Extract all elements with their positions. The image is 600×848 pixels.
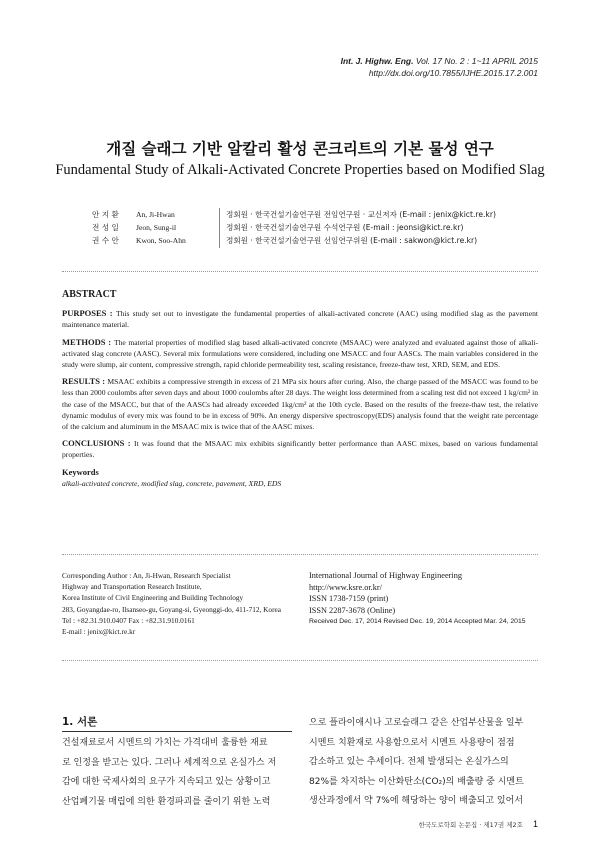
author-row [92,221,496,234]
author-name-ko: 안 지 환 [92,210,119,219]
journal-info-block [309,570,549,628]
corresponding-line: Tel : +82.31.910.0407 Fax : +82.31.910.0161 [62,615,195,625]
journal-volume: Vol. 17 No. 2 : 1~11 APRIL 2015 [413,56,538,66]
journal-name: Int. J. Highw. Eng. [340,56,414,66]
body-line: 생산과정에서 약 7%에 해당하는 양이 배출되고 있어서 [309,796,524,806]
purposes-label: PURPOSES : [62,308,116,319]
body-line: 감에 대한 국제사회의 요구가 지속되고 있는 상황이고 [62,777,271,787]
body-line: 건설재료로서 시멘트의 가치는 가격대비 훌륭한 재료 [62,738,268,748]
author-name-ko: 권 수 안 [92,236,119,245]
doi-link[interactable]: http://dx.doi.org/10.7855/IJHE.2015.17.2.001 [368,68,538,78]
footer-journal: 한국도로학회 논문집 · 제17권 제2호 [418,821,523,829]
journal-info-line: International Journal of Highway Engineering [309,571,462,580]
body-column-left [62,734,294,812]
author-row [92,234,496,247]
author-divider [219,208,220,248]
author-name-en: An, Ji-Hwan [136,210,175,219]
results-label: RESULTS : [62,376,108,387]
journal-info-line: ISSN 1738-7159 (print) [309,594,389,604]
section-heading: 1. 서론 [62,716,98,728]
author-affiliation: 정회원 · 한국건설기술연구원 수석연구원 (E-mail : jeonsi@kict.re.kr) [226,223,464,232]
journal-citation [341,56,538,67]
author-affiliation: 정회원 · 한국건설기술연구원 전임연구원 · 교신저자 (E-mail : jenix@kict.re.kr) [226,210,496,219]
corresponding-line: Corresponding Author : An, Ji-Hwan, Research Specialist [62,571,231,580]
corresponding-line: Korea Institute of Civil Engineering and Building Technology [62,593,244,603]
methods-text: The material properties of modified slag based alkali-activated concrete (MSAAC) were analyzed and evaluated against those of alkali-activated slag concrete (AASC). Several mix formulations were considered, including one MSACC and four AASCs. The main variables considered in the study were slump, air content, compressive strength, rapid chloride permeability test, scaling resistance, freeze-thaw test, XRD, SEM, and EDS. [62,337,539,370]
title-korean: 개질 슬래그 기반 알칼리 활성 콘크리트의 기본 물성 연구 [106,140,494,158]
page-number: 1 [532,819,538,829]
corresponding-author-block [62,570,292,637]
body-line: 시멘트 치환재로 사용함으로서 시멘트 사용량이 점점 [309,737,515,748]
page-footer [419,819,538,829]
author-name-en: Jeon, Sung-il [136,223,177,232]
corresponding-email[interactable]: E-mail : jenix@kict.re.kr [62,627,136,637]
received-dates: Received Dec. 17, 2014 Revised Dec. 19, 2014 Accepted Mar. 24, 2015 [309,618,526,626]
body-column-right [309,714,541,812]
body-line: 감소하고 있는 추세이다. 전체 발생되는 온실가스의 [309,757,509,767]
author-affiliation: 정회원 · 한국건설기술연구원 선임연구위원 (E-mail : sakwon@kict.re.kr) [226,236,478,245]
section-rule [62,731,292,732]
methods-label: METHODS : [62,336,114,347]
author-list [92,208,496,247]
abstract [62,289,538,489]
body-line: 82%를 차지하는 이산화탄소(CO₂)의 배출량 중 시멘트 [309,776,524,787]
journal-info-line: ISSN 2287-3678 (Online) [309,605,396,615]
results-text: MSAAC exhibits a compressive strength in excess of 21 MPa six hours after curing. Also, the charge passed of the MSACC was found to be less than 2000 coulombs after seven days and about 1000 coulombs after 28 days. The weight loss determined from a scaling test did not exceed 1 kg/cm² in the case of the MSACC, but that of the AASCs had already exceeded 1kg/cm² at the 10th cycle. Based on the results of the freeze-thaw test, the relative dynamic modulus of every mix was found to be in excess of 90%. An energy dispersive spectroscopy(EDS) analysis found that the weight rate percentage of the calcium and aluminum in the MSAAC mix is twice that of the AASC mixes. [62,377,539,432]
abstract-purposes [62,308,538,330]
abstract-conclusions [62,438,538,460]
dotted-divider [62,554,538,555]
keywords-heading: Keywords [62,466,99,477]
body-line: 으로 플라이애시나 고로슬래그 같은 산업부산물을 일부 [309,718,524,728]
dotted-divider [62,660,538,661]
corresponding-line: Highway and Transportation Research Institute, [62,582,202,592]
author-name-ko: 전 성 일 [92,223,119,232]
corresponding-line: 283, Goyangdae-ro, Ilsanseo-gu, Goyang-si, Gyeonggi-do, 411-712, Korea [62,604,281,614]
conclusions-label: CONCLUSIONS : [62,438,135,449]
abstract-results [62,376,538,432]
body-line: 산업폐기물 매립에 의한 환경파괴를 줄이기 위한 노력 [62,796,271,807]
journal-website-link[interactable]: http://www.ksre.or.kr/ [309,582,382,592]
abstract-methods [62,337,538,371]
author-name-en: Kwon, Soo-Ahn [136,236,186,245]
abstract-heading: ABSTRACT [62,289,117,300]
title-english: Fundamental Study of Alkali-Activated Concrete Properties based on Modified Slag [55,162,545,178]
body-line: 로 인정을 받고는 있다. 그러나 세계적으로 온실가스 저 [62,757,277,768]
author-row [92,208,496,221]
keywords-text: alkali-activated concrete, modified slag, concrete, pavement, XRD, EDS [62,478,282,488]
conclusions-text: It was found that the MSAAC mix exhibits significantly better performance than AASC mixes, based on various fundamental properties. [62,439,538,460]
dotted-divider [62,271,538,272]
purposes-text: This study set out to investigate the fundamental properties of alkali-activated concrete (AAC) using modified slag as the pavement maintenance material. [62,309,538,330]
